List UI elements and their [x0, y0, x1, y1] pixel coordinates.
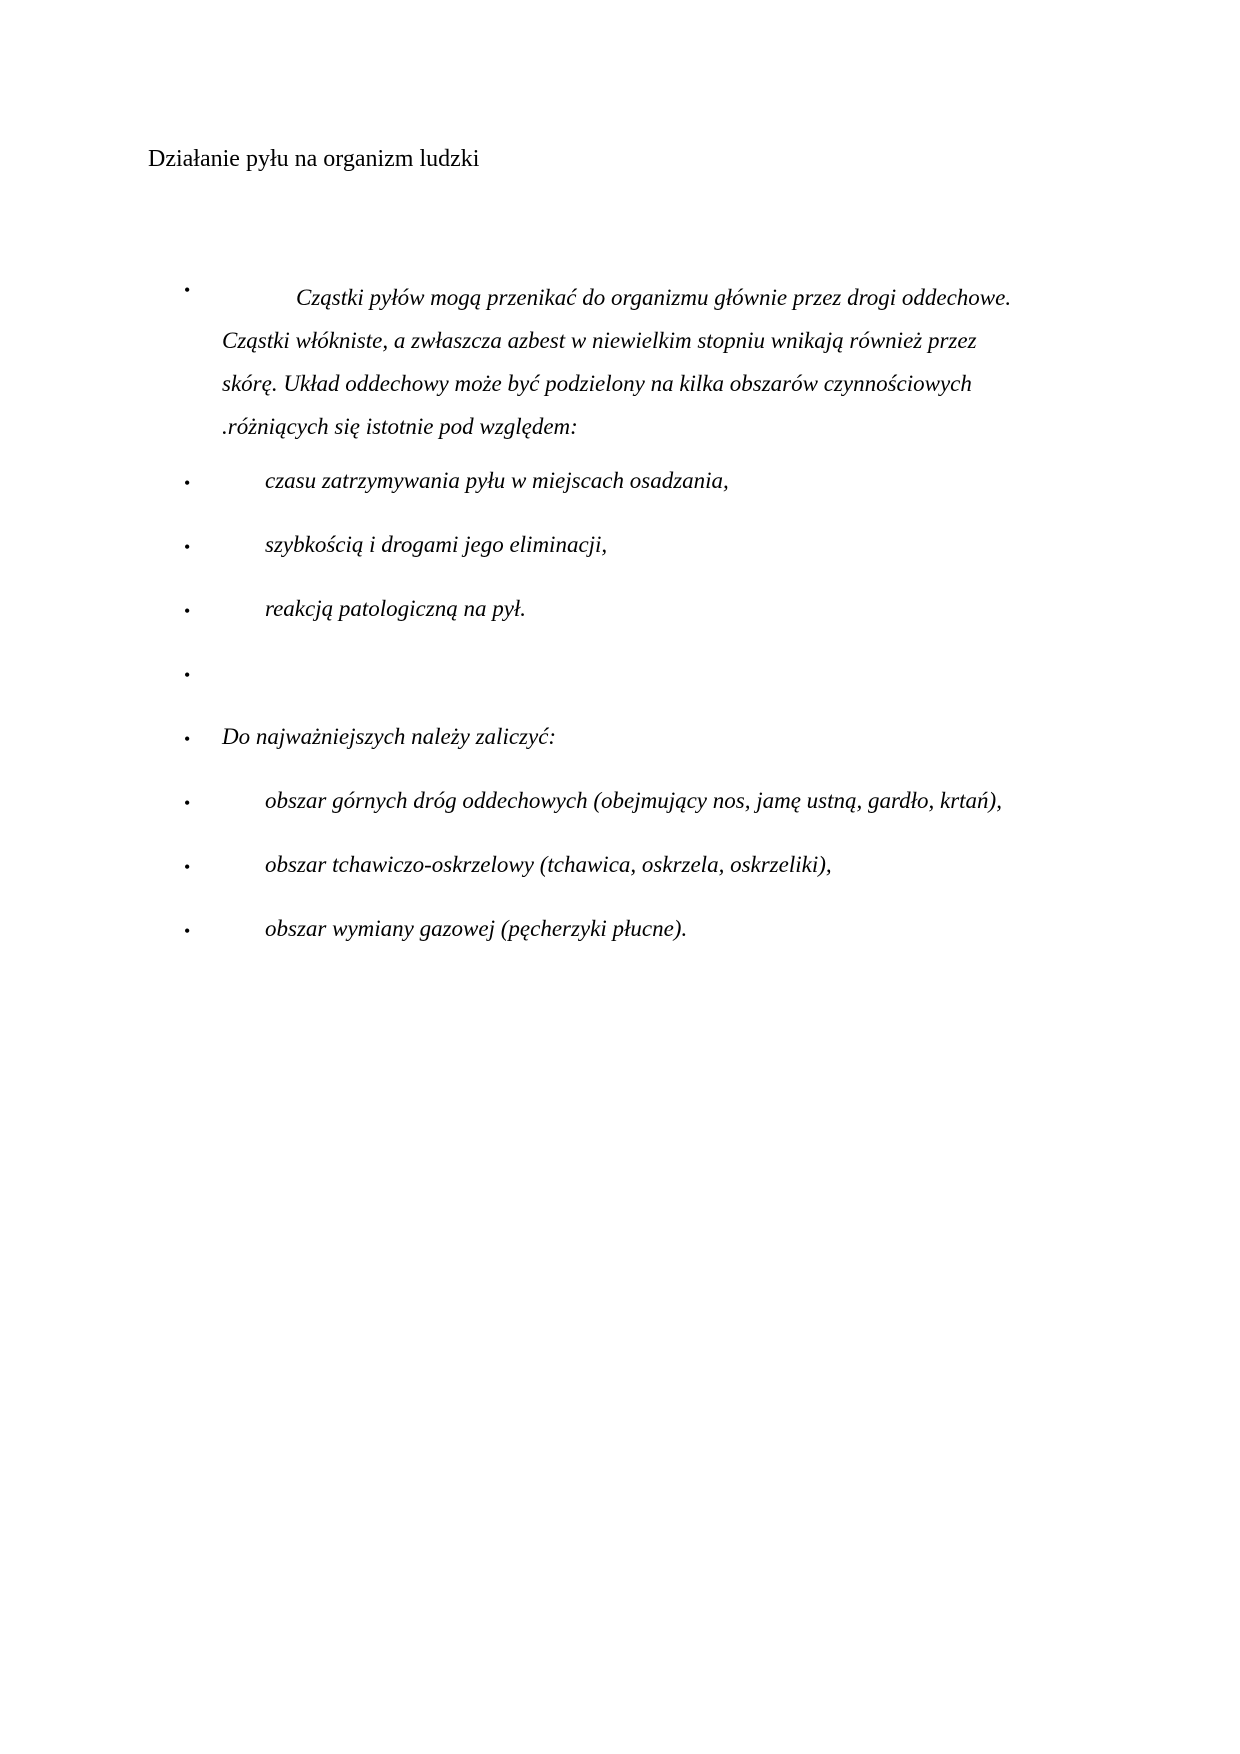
intro-line: skórę. Układ oddechowy może być podzielony na kilka obszarów czynnościowych [222, 371, 972, 396]
area-item: obszar wymiany gazowej (pęcherzyki płucne). [265, 916, 688, 941]
bullet-icon: • [184, 280, 191, 300]
intro-paragraph [222, 276, 1102, 448]
document-title: Działanie pyłu na organizm ludzki [148, 146, 480, 172]
bullet-icon: • [184, 857, 191, 877]
criteria-item: szybkością i drogami jego eliminacji, [265, 532, 608, 557]
bullet-icon: • [184, 537, 191, 557]
area-item: obszar górnych dróg oddechowych (obejmujący nos, jamę ustną, gardło, krtań), [265, 788, 1002, 813]
bullet-icon: • [184, 473, 191, 493]
bullet-icon: • [184, 793, 191, 813]
intro-line: .różniących się istotnie pod względem: [222, 414, 578, 439]
bullet-icon: • [184, 601, 191, 621]
bullet-icon: • [184, 921, 191, 941]
area-item: obszar tchawiczo-oskrzelowy (tchawica, oskrzela, oskrzeliki), [265, 852, 832, 877]
criteria-item: reakcją patologiczną na pył. [265, 596, 527, 621]
bullet-icon: • [184, 729, 191, 749]
lead-in-text: Do najważniejszych należy zaliczyć: [222, 724, 557, 749]
bullet-icon: • [184, 665, 191, 685]
intro-line: Cząstki włókniste, a zwłaszcza azbest w niewielkim stopniu wnikają również przez [222, 328, 977, 353]
criteria-item: czasu zatrzymywania pyłu w miejscach osadzania, [265, 468, 729, 493]
intro-line: Cząstki pyłów mogą przenikać do organizmu głównie przez drogi oddechowe. [296, 285, 1012, 310]
